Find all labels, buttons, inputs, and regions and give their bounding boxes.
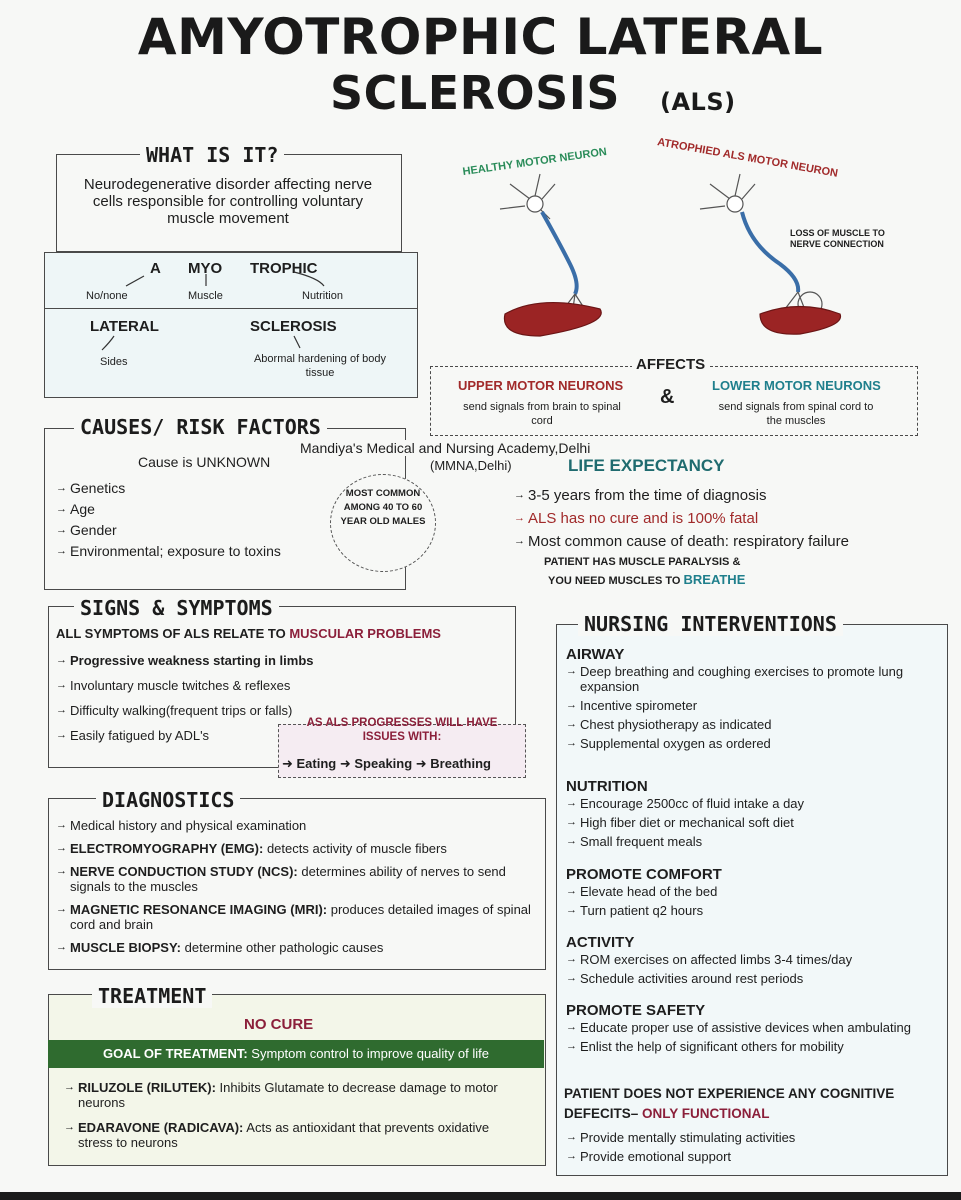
nursing-item: → Elevate head of the bed [566, 884, 926, 899]
lower-motor-desc: send signals from spinal cord to the muscles [718, 401, 874, 427]
nursing-item: → Provide emotional support [566, 1149, 926, 1164]
diagnostics-item: → NERVE CONDUCTION STUDY (NCS): determines ability of nerves to send signals to the muscles [56, 864, 536, 894]
nursing-item: → Small frequent meals [566, 834, 926, 849]
progress-item-speaking: Speaking [354, 756, 413, 771]
causes-item: → Age [56, 501, 326, 518]
progress-item-eating: Eating [296, 756, 337, 771]
diagnostics-item: → MUSCLE BIOPSY: determine other pathologic causes [56, 940, 536, 955]
nursing-section-list [566, 664, 926, 755]
treatment-item: → RILUZOLE (RILUTEK): Inhibits Glutamate to decrease damage to motor neurons [64, 1080, 524, 1110]
bottom-rule [0, 1192, 961, 1200]
goal-label: GOAL OF TREATMENT: [102, 1046, 248, 1061]
what-is-it-header: WHAT IS IT? [140, 143, 284, 167]
nursing-item: → Provide mentally stimulating activities [566, 1130, 926, 1145]
signs-item: → Involuntary muscle twitches & reflexes [56, 677, 356, 694]
diagnostics-header: DIAGNOSTICS [96, 788, 240, 812]
nursing-item: → Schedule activities around rest periods [566, 971, 926, 986]
etym-lateral-word: LATERAL [90, 318, 159, 335]
etym-sclerosis-word: SCLEROSIS [250, 318, 337, 335]
goal-banner [48, 1040, 544, 1068]
life-note-b-text: YOU NEED MUSCLES TO [548, 575, 681, 587]
etymology-arrows [44, 252, 416, 396]
nursing-section-list [566, 1020, 926, 1058]
cognitive-note-text: PATIENT DOES NOT EXPERIENCE ANY COGNITIVE DEFECITS– [564, 1086, 895, 1121]
causes-item: → Gender [56, 522, 326, 539]
progress-title: AS ALS PROGRESSES WILL HAVE ISSUES WITH: [306, 717, 498, 743]
progress-item-breathing: Breathing [430, 756, 491, 771]
etym-sclerosis-meaning: Abormal hardening of body tissue [253, 353, 387, 379]
etym-trophic-meaning: Nutrition [302, 290, 343, 302]
etym-a-word: A [150, 260, 161, 277]
what-is-it-text: Neurodegenerative disorder affecting nerve cells responsible for controlling voluntary muscle movement [83, 176, 373, 227]
nursing-item: → Chest physiotherapy as indicated [566, 717, 926, 732]
demographic-circle [330, 474, 436, 572]
treatment-item: → EDARAVONE (RADICAVA): Acts as antioxidant that prevents oxidative stress to neurons [64, 1120, 524, 1150]
signs-intro-text: ALL SYMPTOMS OF ALS RELATE TO [56, 626, 286, 641]
nursing-item: → Supplemental oxygen as ordered [566, 736, 926, 751]
cognitive-note [564, 1084, 904, 1124]
nursing-item: → High fiber diet or mechanical soft diet [566, 815, 926, 830]
affects-ampersand: & [660, 386, 675, 408]
nursing-section-title: NUTRITION [566, 778, 648, 795]
nursing-section-list [566, 952, 926, 990]
life-list [514, 486, 934, 555]
nursing-item: → Deep breathing and coughing exercises to promote lung expansion [566, 664, 926, 694]
lower-motor-title: LOWER MOTOR NEURONS [712, 378, 881, 393]
upper-motor-desc: send signals from brain to spinal cord [463, 401, 621, 427]
atrophied-neuron-label: ATROPHIED ALS MOTOR NEURON [656, 136, 839, 180]
etym-myo-word: MYO [188, 260, 223, 277]
signs-intro-highlight: MUSCULAR PROBLEMS [289, 626, 441, 641]
etym-trophic-word: TROPHIC [250, 260, 318, 277]
nursing-item: → ROM exercises on affected limbs 3-4 times/day [566, 952, 926, 967]
causes-list [56, 480, 326, 564]
cognitive-note-highlight: ONLY FUNCTIONAL [642, 1106, 770, 1121]
life-item: → Most common cause of death: respiratory failure [514, 532, 934, 551]
nursing-section-title: ACTIVITY [566, 934, 635, 951]
title-line-2: SCLEROSIS [330, 66, 621, 120]
affects-header: AFFECTS [632, 356, 709, 373]
nursing-section-list [566, 884, 926, 922]
upper-motor-title: UPPER MOTOR NEURONS [458, 378, 624, 393]
causes-header: CAUSES/ RISK FACTORS [74, 415, 327, 439]
signs-item: → Easily fatigued by ADL's [56, 727, 356, 744]
etym-myo-meaning: Muscle [188, 290, 223, 302]
neuron-illustration [480, 164, 920, 344]
nursing-item: → Turn patient q2 hours [566, 903, 926, 918]
life-item: → 3-5 years from the time of diagnosis [514, 486, 934, 505]
life-note-a: PATIENT HAS MUSCLE PARALYSIS & [544, 556, 741, 568]
nursing-section-title: PROMOTE COMFORT [566, 866, 722, 883]
nursing-section-list [566, 796, 926, 853]
causes-item: → Genetics [56, 480, 326, 497]
nursing-section-title: AIRWAY [566, 646, 625, 663]
treatment-list [64, 1080, 524, 1154]
cause-unknown: Cause is UNKNOWN [138, 454, 271, 470]
title-line-1: AMYOTROPHIC LATERAL [137, 8, 824, 66]
diagnostics-list [56, 818, 536, 959]
etym-lateral-meaning: Sides [100, 356, 128, 368]
life-item: → ALS has no cure and is 100% fatal [514, 509, 934, 528]
life-note-b [548, 572, 745, 587]
healthy-neuron-label: HEALTHY MOTOR NEURON [461, 145, 608, 179]
nursing-item: → Incentive spirometer [566, 698, 926, 713]
signs-item: → Difficulty walking(frequent trips or falls) [56, 702, 356, 719]
life-header: LIFE EXPECTANCY [568, 456, 725, 475]
loss-connection-label: LOSS OF MUSCLE TO NERVE CONNECTION [790, 228, 885, 249]
watermark-line-1: Mandiya's Medical and Nursing Academy,Delhi [300, 440, 591, 456]
watermark-line-2: (MMNA,Delhi) [430, 458, 512, 473]
nursing-header: NURSING INTERVENTIONS [578, 612, 843, 636]
title-abbreviation: (ALS) [660, 88, 736, 116]
nursing-item: → Enlist the help of significant others for mobility [566, 1039, 926, 1054]
goal-text: Symptom control to improve quality of life [251, 1046, 490, 1061]
demographic-text: MOST COMMON AMONG 40 TO 60 YEAR OLD MALES [340, 488, 426, 527]
signs-item: → Progressive weakness starting in limbs [56, 652, 356, 669]
causes-item: → Environmental; exposure to toxins [56, 543, 326, 560]
etym-a-meaning: No/none [86, 290, 128, 302]
nursing-section-title: PROMOTE SAFETY [566, 1002, 706, 1019]
atrophied-neuron-icon [700, 174, 841, 334]
nursing-item: → Educate proper use of assistive devices when ambulating [566, 1020, 926, 1035]
treatment-header: TREATMENT [92, 984, 212, 1008]
signs-header: SIGNS & SYMPTOMS [74, 596, 279, 620]
life-note-c-text: BREATHE [683, 572, 746, 587]
diagnostics-item: → Medical history and physical examination [56, 818, 536, 833]
cognitive-list [566, 1130, 926, 1168]
nursing-item: → Encourage 2500cc of fluid intake a day [566, 796, 926, 811]
healthy-neuron-icon [500, 174, 601, 336]
no-cure-label: NO CURE [244, 1016, 314, 1033]
diagnostics-item: → ELECTROMYOGRAPHY (EMG): detects activity of muscle fibers [56, 841, 536, 856]
diagnostics-item: → MAGNETIC RESONANCE IMAGING (MRI): produces detailed images of spinal cord and brain [56, 902, 536, 932]
signs-intro [56, 626, 441, 641]
progress-items: ➜ Eating ➜ Speaking ➜ Breathing [282, 756, 491, 771]
